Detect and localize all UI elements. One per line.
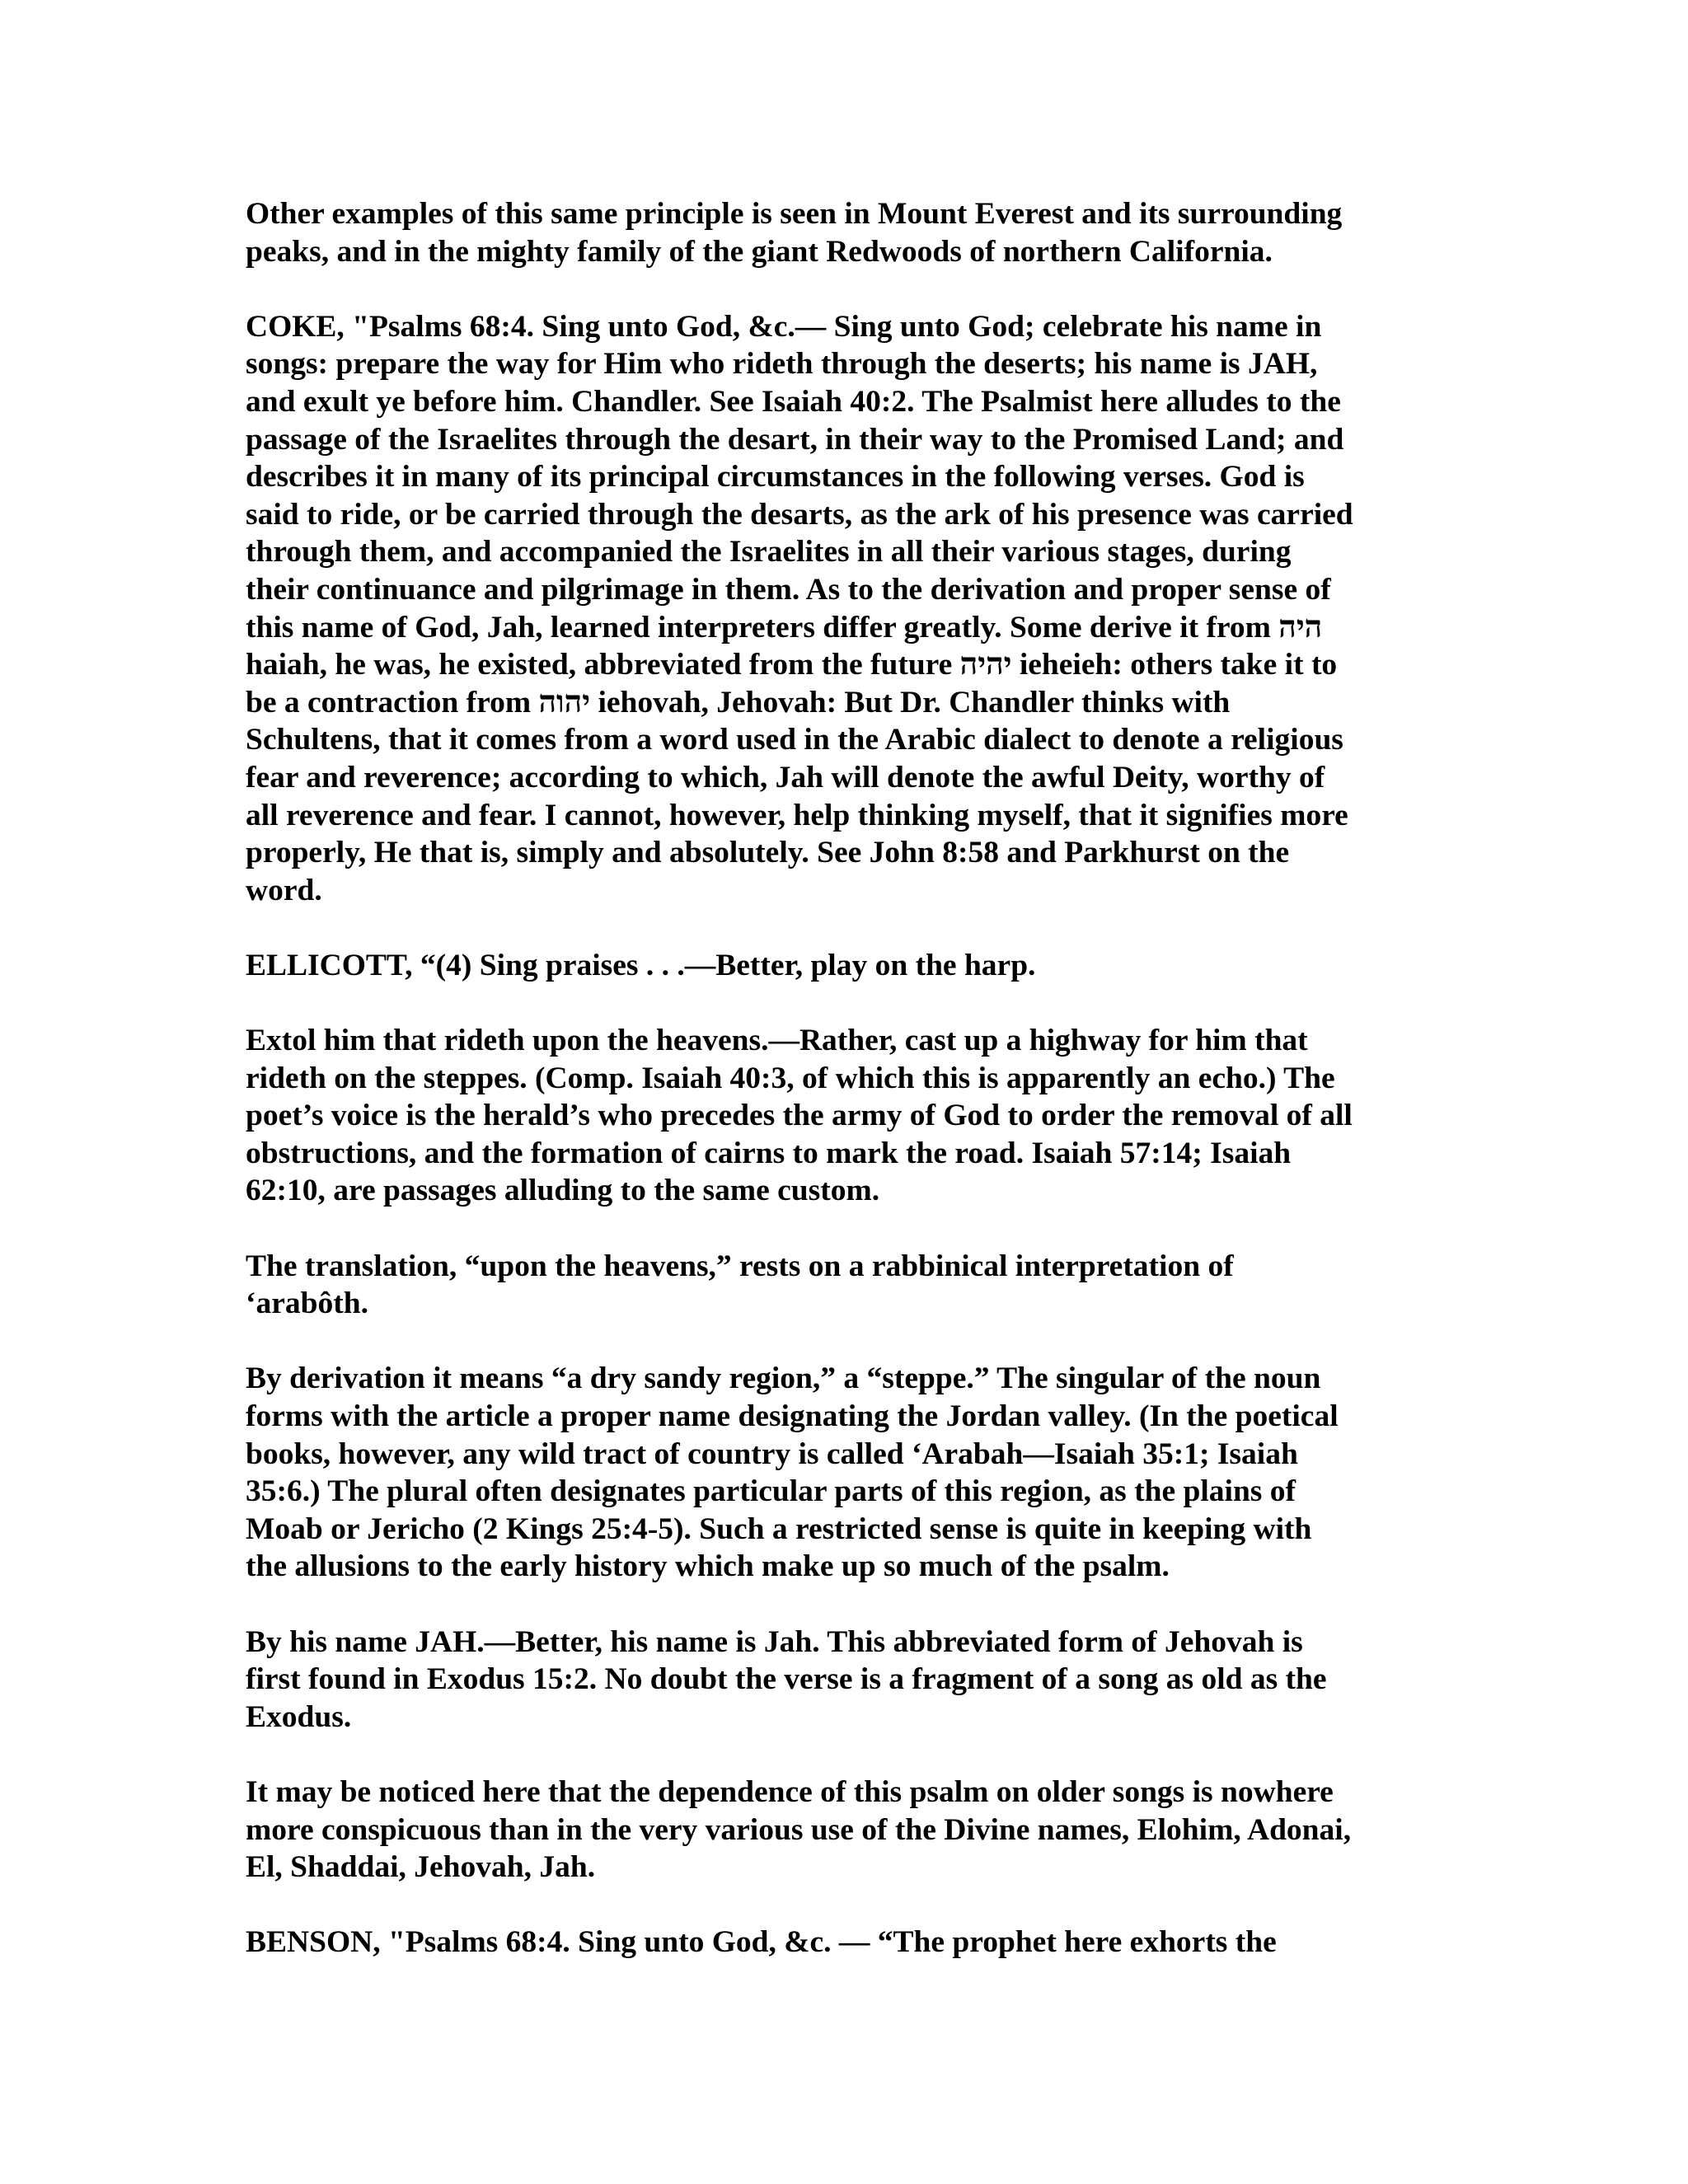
text-line: their continuance and pilgrimage in them. As to the derivation and proper sense of: [246, 572, 1331, 607]
text-line: COKE, "Psalms 68:4. Sing unto God, &c.— Sing unto God; celebrate his name in: [246, 309, 1322, 344]
paragraph: [246, 1624, 1449, 1736]
text-line: Schultens, that it comes from a word used in the Arabic dialect to denote a religious: [246, 723, 1343, 757]
text-line: more conspicuous than in the very various use of the Divine names, Elohim, Adonai,: [246, 1812, 1352, 1847]
paragraph: [246, 1022, 1449, 1210]
text-line: first found in Exodus 15:2. No doubt the verse is a fragment of a song as old as the: [246, 1662, 1327, 1697]
text-line: It may be noticed here that the dependence of this psalm on older songs is nowhere: [246, 1774, 1334, 1809]
text-line: Moab or Jericho (2 Kings 25:4-5). Such a restricted sense is quite in keeping with: [246, 1511, 1312, 1546]
text-line: 35:6.) The plural often designates particular parts of this region, as the plains of: [246, 1474, 1296, 1509]
text-line: peaks, and in the mighty family of the giant Redwoods of northern California.: [246, 234, 1273, 269]
text-line: ELLICOTT, “(4) Sing praises . . .—Better, play on the harp.: [246, 948, 1036, 982]
text-line: passage of the Israelites through the desart, in their way to the Promised Land; and: [246, 422, 1344, 457]
text-line: describes it in many of its principal circumstances in the following verses. God is: [246, 460, 1305, 494]
text-line: Exodus.: [246, 1699, 352, 1734]
text-line: all reverence and fear. I cannot, however, help thinking myself, that it signifies more: [246, 798, 1348, 832]
paragraph: [246, 195, 1449, 270]
text-line: ‘arabôth.: [246, 1286, 368, 1321]
text-line: El, Shaddai, Jehovah, Jah.: [246, 1850, 596, 1885]
text-line: songs: prepare the way for Him who rideth through the deserts; his name is JAH,: [246, 347, 1318, 382]
paragraph: [246, 1774, 1449, 1886]
text-line: and exult ye before him. Chandler. See Isaiah 40:2. The Psalmist here alludes to the: [246, 384, 1341, 419]
text-line: properly, He that is, simply and absolutely. See John 8:58 and Parkhurst on the: [246, 836, 1290, 870]
text-line: word.: [246, 873, 322, 907]
text-line: obstructions, and the formation of cairns to mark the road. Isaiah 57:14; Isaiah: [246, 1136, 1292, 1170]
text-line: By derivation it means “a dry sandy region,” a “steppe.” The singular of the noun: [246, 1361, 1321, 1396]
text-line: rideth on the steppes. (Comp. Isaiah 40:3, of which this is apparently an echo.) The: [246, 1061, 1335, 1095]
paragraph: [246, 947, 1449, 985]
text-line: Other examples of this same principle is seen in Mount Everest and its surrounding: [246, 197, 1343, 231]
paragraph: [246, 1360, 1449, 1586]
text-line: The translation, “upon the heavens,” rests on a rabbinical interpretation of: [246, 1249, 1234, 1283]
paragraph: [246, 1248, 1449, 1323]
text-line: be a contraction from יהוה iehovah, Jehovah: But Dr. Chandler thinks with: [246, 685, 1231, 719]
text-line: fear and reverence; according to which, Jah will denote the awful Deity, worthy of: [246, 760, 1325, 794]
text-line: through them, and accompanied the Israelites in all their various stages, during: [246, 535, 1292, 569]
text-line: forms with the article a proper name designating the Jordan valley. (In the poetical: [246, 1399, 1339, 1433]
paragraph: [246, 308, 1449, 910]
document-body: [246, 195, 1449, 1999]
text-line: haiah, he was, he existed, abbreviated from the future יהיה ieheieh: others take it to: [246, 648, 1338, 682]
text-line: BENSON, "Psalms 68:4. Sing unto God, &c. — “The prophet here exhorts the: [246, 1925, 1277, 1960]
paragraph: [246, 1924, 1449, 1961]
text-line: poet’s voice is the herald’s who precedes the army of God to order the removal of all: [246, 1099, 1353, 1133]
text-line: 62:10, are passages alluding to the same custom.: [246, 1174, 880, 1208]
text-line: said to ride, or be carried through the desarts, as the ark of his presence was carried: [246, 497, 1353, 532]
text-line: this name of God, Jah, learned interpreters differ greatly. Some derive it from היה: [246, 610, 1323, 644]
text-line: Extol him that rideth upon the heavens.—Rather, cast up a highway for him that: [246, 1024, 1308, 1058]
text-line: the allusions to the early history which make up so much of the psalm.: [246, 1549, 1170, 1584]
text-line: By his name JAH.—Better, his name is Jah. This abbreviated form of Jehovah is: [246, 1624, 1303, 1659]
text-line: books, however, any wild tract of country is called ‘Arabah—Isaiah 35:1; Isaiah: [246, 1436, 1298, 1471]
